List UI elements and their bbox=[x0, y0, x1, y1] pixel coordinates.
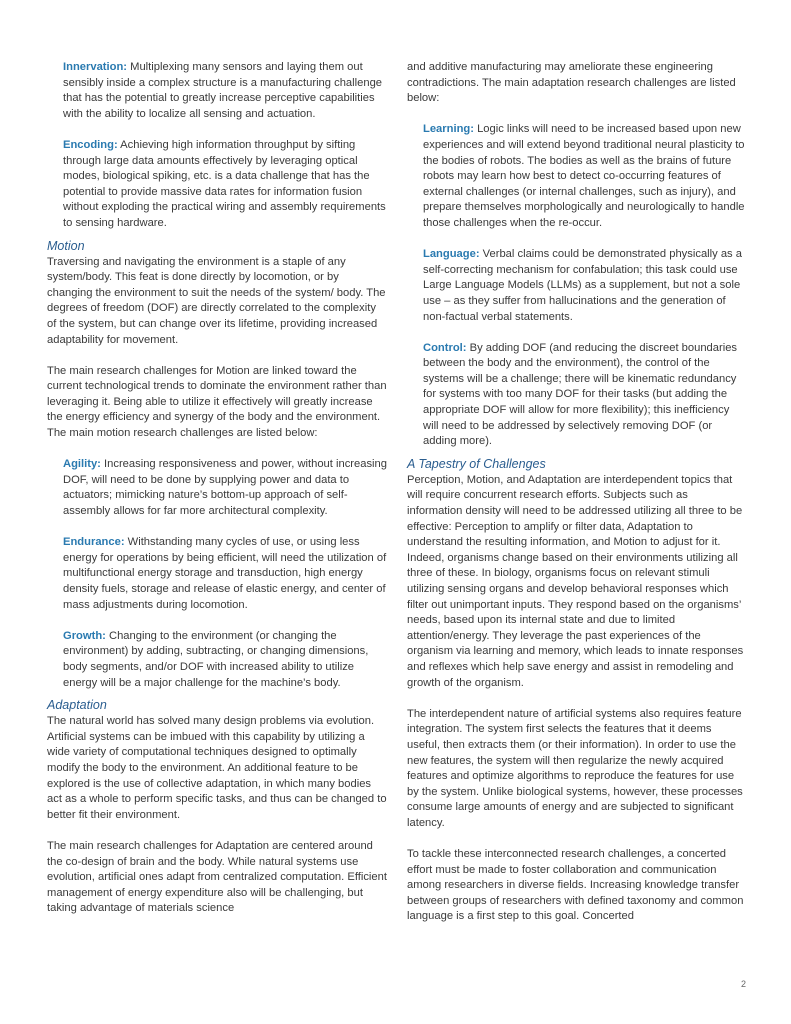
language-item bbox=[407, 247, 745, 325]
language-text: Verbal claims could be demonstrated physically as a self-correcting mechanism for confabulation; this task could use Large Language Models (LLMs) as a supplement, but not a sole use – as they suffer from hallucinations and the generation of non-factual verbal statements. bbox=[423, 248, 742, 323]
learning-term: Learning: bbox=[423, 123, 474, 136]
right-column bbox=[407, 60, 745, 925]
page-number: 2 bbox=[740, 979, 746, 989]
adaptation-continued: and additive manufacturing may ameliorate these engineering contradictions. The main adaptation research challenges are listed below: bbox=[407, 61, 736, 105]
tapestry-paragraph-2: The interdependent nature of artificial systems also requires feature integration. The system first selects the features that it deems useful, then extracts them (or their information). In order to use the new features, the system will then regularize the newly acquired features and optimize algorithms to reproduce the features for use by the system. Unlike biological systems, however, these processes consume large amounts of energy and are subjected to significant latency. bbox=[407, 707, 743, 829]
left-column bbox=[47, 60, 387, 917]
learning-item bbox=[407, 122, 745, 231]
control-text: By adding DOF (and reducing the discreet boundaries between the body and the environment), the control of the systems will be a challenge; there will be kinematic redundancy for systems with too many DOF for their tasks (but adding the appropriate DOF will allow for more flexibility); this inefficiency will need to be addressed by selectively removing DOF (or adding more). bbox=[423, 341, 738, 448]
endurance-text: Withstanding many cycles of use, or using less energy for operations by being efficient, will need the utilization of multifunctional energy storage and transduction, high energy density fuels, storage and release of elastic energy, and center of mass adjustments during locomotion. bbox=[63, 536, 387, 611]
innervation-text: Multiplexing many sensors and laying them out sensibly inside a complex structure is a manufacturing challenge that has the potential to greatly increase perceptive capabilities with the ability to localize all sensing and actuation. bbox=[63, 61, 383, 120]
tapestry-paragraph-1: Perception, Motion, and Adaptation are interdependent topics that will require concurrent research efforts. Subjects such as information density will need to be addressed utilizing all three to be effective: Perception to amplify or filter data, Adaptation to understand the resulting information, and Motion to adjust for it. Indeed, organisms change based on their environments utilizing all three of these. In biology, organisms focus on relevant stimuli utilizing sensing organs and develop behavioral responses which filter out unimportant inputs. They respond based on the organisms’ needs, based upon its internal state and due to limited attention/energy. They leverage the past experiences of the organism via learning and memory, which leads to innate responses and reflexes which help save energy and assist in remodeling and growth of the organism. bbox=[407, 473, 744, 689]
motion-heading: Motion bbox=[47, 238, 85, 253]
control-item bbox=[407, 341, 745, 450]
adaptation-paragraph-2: The main research challenges for Adaptation are centered around the co-design of brain and the body. While natural systems use evolution, artificial ones adapt from centralized computation. Efficient management of energy expenditure also will be challenging, but taking advantage of materials science bbox=[47, 839, 387, 915]
adaptation-paragraph-1: The natural world has solved many design problems via evolution. Artificial systems can be imbued with this capability by utilizing a wide variety of computational techniques designed to optimally modify the body to the environment. An additional feature to be explored is the use of collective adaptation, in which many bodies act as a whole to perform specific tasks, and thus can be changed to better fit their environment. bbox=[47, 715, 387, 821]
adaptation-heading: Adaptation bbox=[47, 698, 107, 713]
innervation-term: Innervation: bbox=[63, 61, 128, 73]
growth-term: Growth: bbox=[63, 629, 106, 642]
encoding-text: Achieving high information throughput by sifting through large data amounts effectively by leveraging optical modes, biological spiking, etc. is a data challenge that has the potential to provide massive data rates for information fusion without exploding the practical wiring and assembly requirements to sensing hardware. bbox=[63, 138, 386, 229]
growth-item bbox=[47, 629, 387, 691]
motion-paragraph-1: Traversing and navigating the environment is a staple of any system/body. This feat is done directly by locomotion, or by changing the environment to suit the needs of the system/ body. The degrees of freedom (DOF) are directly correlated to the complexity of the system, but can change over its lifetime, providing increased adaptability for movement. bbox=[47, 255, 386, 346]
growth-text: Changing to the environment (or changing the environment) by adding, subtracting, or changing dimensions, body segments, and/or DOF with increased ability to utilize energy will be a major challenge for the machine’s body. bbox=[63, 629, 369, 689]
agility-item bbox=[47, 457, 387, 519]
innervation-item bbox=[47, 60, 387, 122]
endurance-term: Endurance: bbox=[63, 536, 125, 549]
language-term: Language: bbox=[423, 248, 480, 261]
learning-text: Logic links will need to be increased based upon new experiences and will extend beyond traditional neural plasticity to the bodies of robots. The bodies as well as the brains of future robots may learn how best to detect co-occurring features of external challenges (or internal challenges, such as injury), and prepare themselves morphologically and neurologically to handle those challenges when the re-occur. bbox=[423, 123, 745, 229]
agility-text: Increasing responsiveness and power, without increasing DOF, will need to be done by supplying power and data to actuators; mimicking nature’s bottom-up approach of self-assembly allows for far more architectural complexity. bbox=[63, 458, 387, 518]
tapestry-heading: A Tapestry of Challenges bbox=[407, 456, 546, 471]
motion-paragraph-2: The main research challenges for Motion are linked toward the current technological trends to dominate the environment rather than leveraging it. Being able to utilize it effectively will greatly increase the energy efficiency and synergy of the body and the environment. The main motion research challenges are listed below: bbox=[47, 364, 387, 440]
endurance-item bbox=[47, 535, 387, 613]
tapestry-paragraph-3: To tackle these interconnected research challenges, a concerted effort must be made to foster collaboration and communication among researchers in diverse fields. Increasing knowledge transfer between groups of researchers with defined taxonomy and common language is a first step to this goal. Concerted bbox=[407, 848, 744, 923]
encoding-term: Encoding: bbox=[63, 138, 118, 151]
agility-term: Agility: bbox=[63, 458, 101, 471]
control-term: Control: bbox=[423, 341, 467, 354]
encoding-item bbox=[47, 138, 387, 232]
